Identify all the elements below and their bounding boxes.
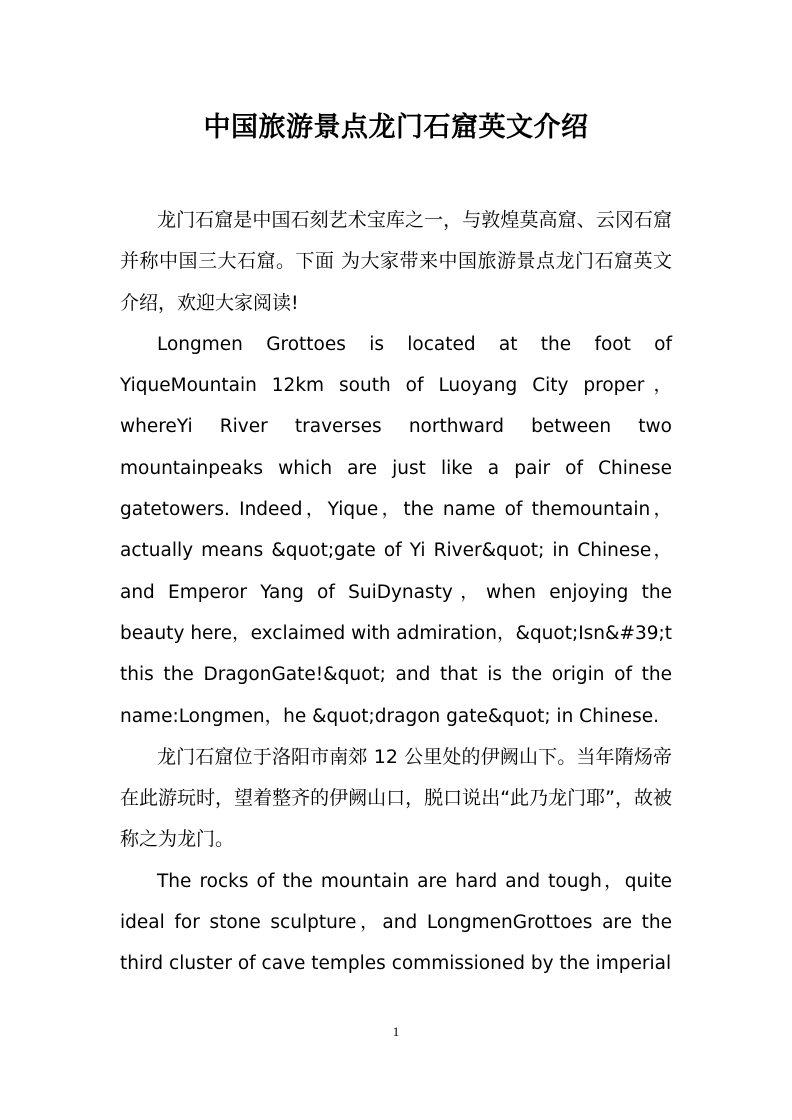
paragraph-location-en: Longmen Grottoes is located at the foot of YiqueMountain 12km south of Luoyang City proper，whereYi River traverses northward between two mountainpeaks which are just like a pair of Chinese gatetowers. Indeed，Yique，the name of themountain，actually means &quot;gate of Yi River&quot; in Chinese，and Emperor Yang of SuiDynasty，when enjoying the beauty here，exclaimed with admiration，&quot;Isn&#39;t this the DragonGate!&quot; and that is the origin of the name:Longmen，he &quot;dragon gate&quot; in Chinese. [120, 333, 672, 727]
document-body [120, 200, 672, 985]
paragraph-rocks-en: The rocks of the mountain are hard and tough，quite ideal for stone sculpture，and LongmenGrottoes are the third cluster of cave temples commissioned by the imperial [120, 870, 672, 975]
paragraph-intro-zh: 龙门石窟是中国石刻艺术宝库之一，与敦煌莫高窟、云冈石窟并称中国三大石窟。下面 为大家带来中国旅游景点龙门石窟英文介绍，欢迎大家阅读! [120, 209, 672, 314]
page-number: 1 [392, 1024, 400, 1039]
document-title: 中国旅游景点龙门石窟英文介绍 [203, 112, 589, 143]
paragraph-location-zh: 龙门石窟位于洛阳市南郊 12 公里处的伊阙山下。当年隋炀帝在此游玩时，望着整齐的伊阙山口，脱口说出“此乃龙门耶”，故被称之为龙门。 [120, 745, 672, 851]
